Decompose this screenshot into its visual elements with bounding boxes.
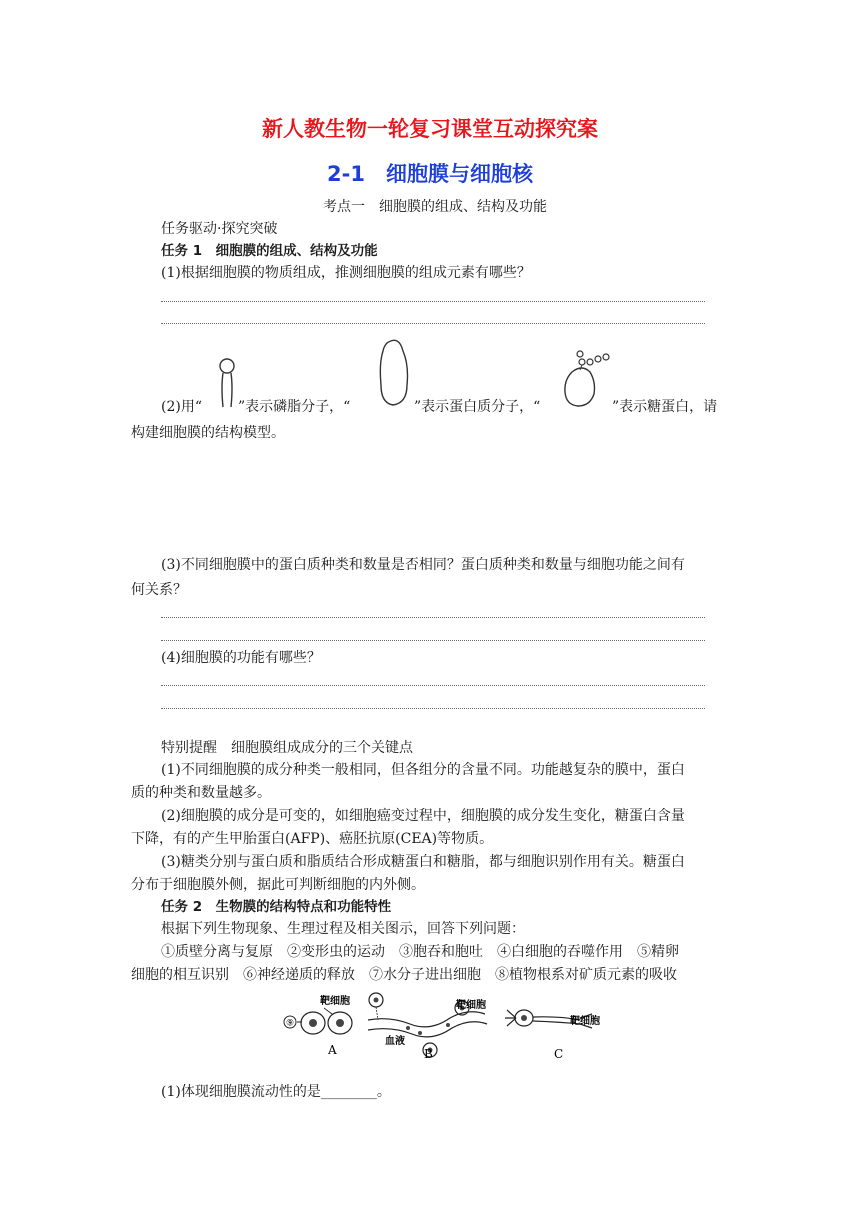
- target-cell-label: 靶细胞: [456, 1000, 486, 1011]
- task1-q2-part-b: ”表示磷脂分子，“: [238, 399, 351, 415]
- cell-communication-figure: [280, 990, 620, 1062]
- target-cell-label: 靶细胞: [570, 1016, 600, 1027]
- task1-q2-line2: 构建细胞膜的结构模型。: [131, 425, 285, 441]
- figure-label-c: C: [554, 1047, 564, 1061]
- lesson-title: 2-1 细胞膜与细胞核: [327, 162, 533, 186]
- reminder-p3-line1: (3)糖类分别与蛋白质和脂质结合形成糖蛋白和糖脂，都与细胞识别作用有关。糖蛋白: [161, 854, 685, 870]
- reminder-p2-line1: (2)细胞膜的成分是可变的，如细胞癌变过程中，细胞膜的成分发生变化，糖蛋白含量: [161, 808, 685, 824]
- reminder-p1-line1: (1)不同细胞膜的成分种类一般相同，但各组分的含量不同。功能越复杂的膜中，蛋白: [161, 762, 685, 778]
- protein-molecule-icon: [377, 337, 411, 411]
- answer-line: [161, 301, 705, 302]
- reminder-title: [161, 737, 413, 759]
- task1-question-1: (1)根据细胞膜的物质组成，推测细胞膜的组成元素有哪些？: [161, 265, 531, 281]
- glycoprotein-icon: [560, 350, 616, 412]
- task1-question-4: (4)细胞膜的功能有哪些？: [161, 650, 321, 666]
- reminder-p2-line2: 下降，有的产生甲胎蛋白(AFP)、癌胚抗原(CEA)等物质。: [131, 831, 494, 847]
- answer-line: [161, 640, 705, 641]
- task2-intro: 根据下列生物现象、生理过程及相关图示，回答下列问题：: [161, 921, 525, 937]
- exam-point-heading: 考点一 细胞膜的组成、结构及功能: [323, 199, 547, 215]
- answer-line: [161, 708, 705, 709]
- figure-label-a: A: [328, 1043, 337, 1057]
- answer-line: [161, 685, 705, 686]
- task2-title: 任务 2 生物膜的结构特点和功能特性: [161, 899, 392, 915]
- task1-title: 任务 1 细胞膜的组成、结构及功能: [161, 243, 378, 259]
- figure-circle-label: ⑨: [285, 1018, 295, 1029]
- document-title: 新人教生物一轮复习课堂互动探究案: [262, 117, 598, 141]
- answer-line: [161, 323, 705, 324]
- task1-q2-part-d: ”表示糖蛋白，请: [612, 399, 718, 415]
- figure-label-b: B: [424, 1047, 433, 1061]
- target-cell-label: 靶细胞: [320, 996, 350, 1007]
- task2-items-line1: ①质壁分离与复原 ②变形虫的运动 ③胞吞和胞吐 ④白细胞的吞噬作用 ⑤精卵: [161, 944, 679, 960]
- task1-q2-part-c: ”表示蛋白质分子，“: [414, 399, 541, 415]
- reminder-title-text: 特别提醒 细胞膜组成成分的三个关键点: [161, 740, 413, 756]
- blood-label: 血液: [385, 1036, 405, 1047]
- task1-q2-part-a: (2)用“: [161, 399, 202, 415]
- reminder-p3-line2: 分布于细胞膜外侧，据此可判断细胞的内外侧。: [131, 877, 425, 893]
- section-label: 任务驱动·探究突破: [161, 221, 278, 237]
- reminder-p1-line2: 质的种类和数量越多。: [131, 785, 271, 801]
- task1-q3-line2: 何关系？: [131, 582, 187, 598]
- answer-line: [161, 617, 705, 618]
- task2-items-line2: 细胞的相互识别 ⑥神经递质的释放 ⑦水分子进出细胞 ⑧植物根系对矿质元素的吸收: [131, 967, 677, 983]
- task1-q3-line1: (3)不同细胞膜中的蛋白质种类和数量是否相同？蛋白质种类和数量与细胞功能之间有: [161, 557, 685, 573]
- task2-question-1: (1)体现细胞膜流动性的是________。: [161, 1084, 391, 1100]
